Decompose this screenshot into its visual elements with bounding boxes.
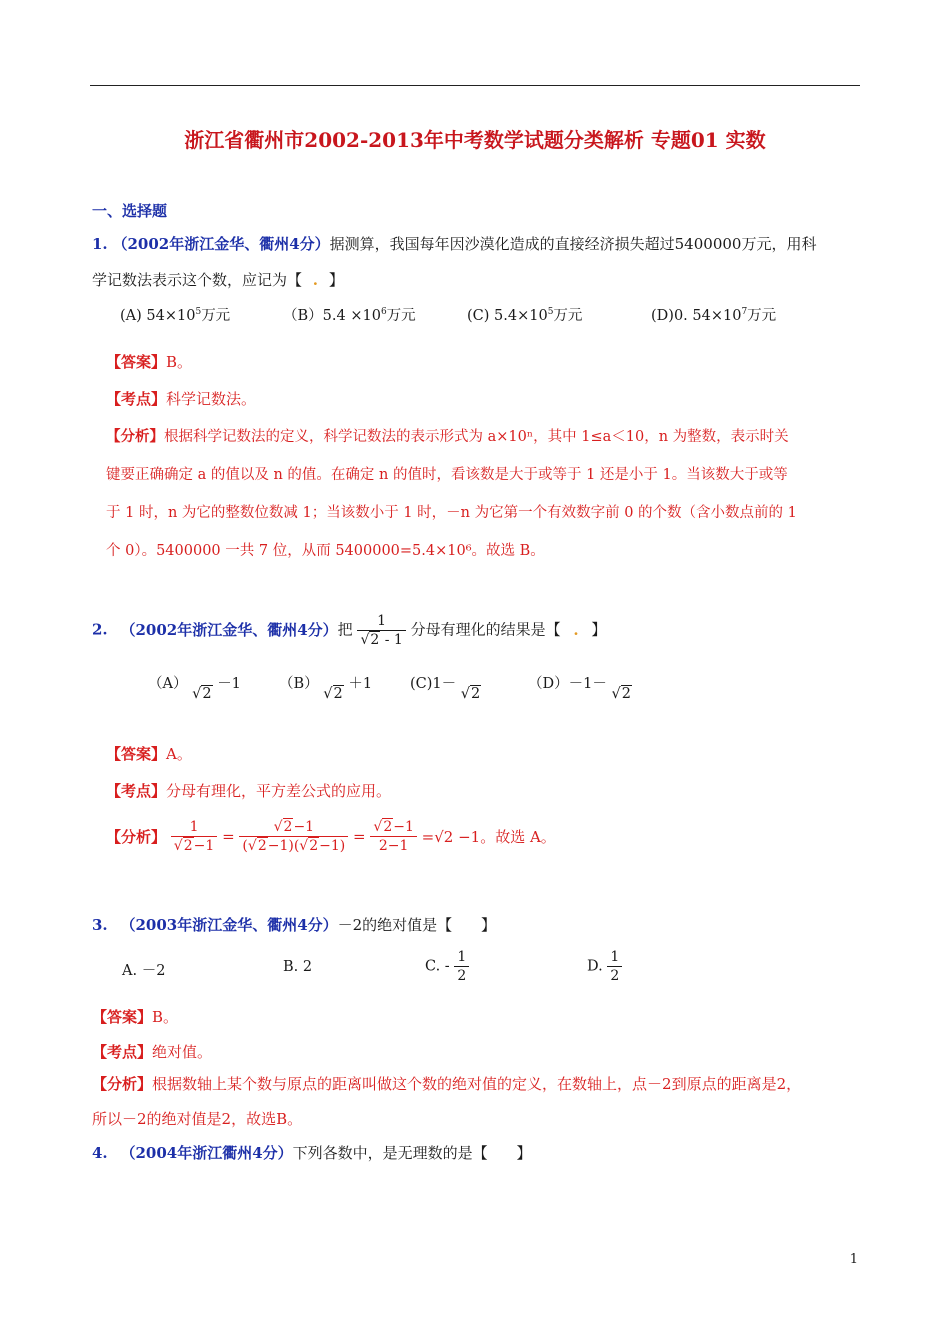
q4-number: 4. <box>92 1144 108 1162</box>
q1-stem-a: 据测算，我国每年因沙漠化造成的直接经济损失超过5400000万元，用科 <box>329 235 817 253</box>
q1-source: （2002年浙江金华、衢州4分） <box>112 235 330 253</box>
header-rule <box>90 85 860 86</box>
q4-source: （2004年浙江衢州4分） <box>120 1144 293 1162</box>
q2-analysis: 【分析】 $\frac{1}{√2-1}$ = $\frac{√2-1}{(√2-1)(√2-1)}$ = $\frac{√2-1}{2-1}$ =√2 −1。故选 A。 <box>106 819 556 854</box>
q2-source: （2002年浙江金华、衢州4分） <box>120 620 338 639</box>
q1-option-b: $(B)5.4 \times 10^6$万元 <box>283 307 416 324</box>
q1-option-c: (C) $5.4\times 10^5$万元 <box>467 307 583 324</box>
q1-stem-line1 <box>92 233 816 254</box>
q1-stem-line2 <box>92 269 344 290</box>
page-number: 1 <box>849 1252 858 1267</box>
q3-source: （2003年浙江金华、衢州4分） <box>120 916 338 934</box>
q3-option-c: C. - $\frac{1}{2}$ <box>425 948 469 985</box>
q3-analysis-line2: 所以－2的绝对值是2，故选B。 <box>92 1110 303 1128</box>
q3-answer: 【答案】B。 <box>92 1008 179 1026</box>
q1-analysis-line3: 于 1 时，n 为它的整数位数减 1；当该数小于 1 时，－n 为它第一个有效数字前 0 的个数（含小数点前的 1 <box>106 505 797 521</box>
q2-fraction: $\frac{1}{√2 - 1}$ <box>357 612 405 649</box>
q4-stem: 4. （2004年浙江衢州4分）下列各数中，是无理数的是【 】 <box>92 1144 532 1162</box>
document-title: 浙江省衢州市2002-2013年中考数学试题分类解析 专题01 实数 <box>184 128 766 152</box>
q1-answer: 【答案】B。 <box>106 353 193 371</box>
q2-an-frac3: $\frac{√2-1}{2-1}$ <box>370 818 416 855</box>
q3-analysis-line1: 【分析】根据数轴上某个数与原点的距离叫做这个数的绝对值的定义，在数轴上，点－2到原点的距离是2， <box>92 1075 802 1093</box>
q2-number: 2. <box>92 620 108 639</box>
q1-analysis-line1: 【分析】根据科学记数法的定义，科学记数法的表示形式为 a×10ⁿ，其中 1≤a＜10，n 为整数，表示时关 <box>106 428 789 445</box>
q1-analysis-line2: 键要正确确定 a 的值以及 n 的值。在确定 n 的值时，看该数是大于或等于 1 还是小于 1。当该数大于或等 <box>106 467 788 483</box>
q1-number: 1. <box>92 235 108 253</box>
q3-point: 【考点】绝对值。 <box>92 1043 213 1061</box>
q3-option-d: D. $\frac{1}{2}$ <box>587 948 622 985</box>
q2-option-a: （A） √2 －1 <box>148 676 241 702</box>
q2-answer: 【答案】A。 <box>106 745 192 763</box>
q2-option-d: （D）－1－ √2 <box>528 676 631 702</box>
q2-point: 【考点】分母有理化，平方差公式的应用。 <box>106 782 392 800</box>
q2-stem: 2. （2002年浙江金华、衢州4分）把 $\frac{1}{√2 - 1}$ 分母有理化的结果是【 . 】 <box>92 613 607 648</box>
q1-analysis-line4: 个 0）。5400000 一共 7 位，从而 5400000=5.4×10⁶。故选 B。 <box>106 543 545 559</box>
q1-blank-dot: . <box>312 271 319 289</box>
q1-stem-b: 学记数法表示这个数，应记为【 <box>92 271 303 289</box>
section-heading: 一、选择题 <box>92 202 168 220</box>
q1-close: 】 <box>328 271 344 289</box>
q1-point: 【考点】科学记数法。 <box>106 390 257 408</box>
q2-option-c: (C)1－ √2 <box>410 676 481 702</box>
q2-option-b: （B） √2 ＋1 <box>279 676 373 702</box>
q1-option-a: (A) $54\times 10^5$万元 <box>120 307 231 324</box>
q3-number: 3. <box>92 916 108 934</box>
q3-option-b: B. 2 <box>283 959 313 975</box>
q1-option-d: (D)0. $54\times 10^7$万元 <box>651 307 777 324</box>
q2-an-frac2: $\frac{√2-1}{(√2-1)(√2-1)}$ <box>239 818 348 855</box>
q3-option-a: A. －2 <box>122 963 166 979</box>
q2-an-frac1: $\frac{1}{√2-1}$ <box>171 818 217 855</box>
q3-stem: 3. （2003年浙江金华、衢州4分）－2的绝对值是【 】 <box>92 916 496 934</box>
